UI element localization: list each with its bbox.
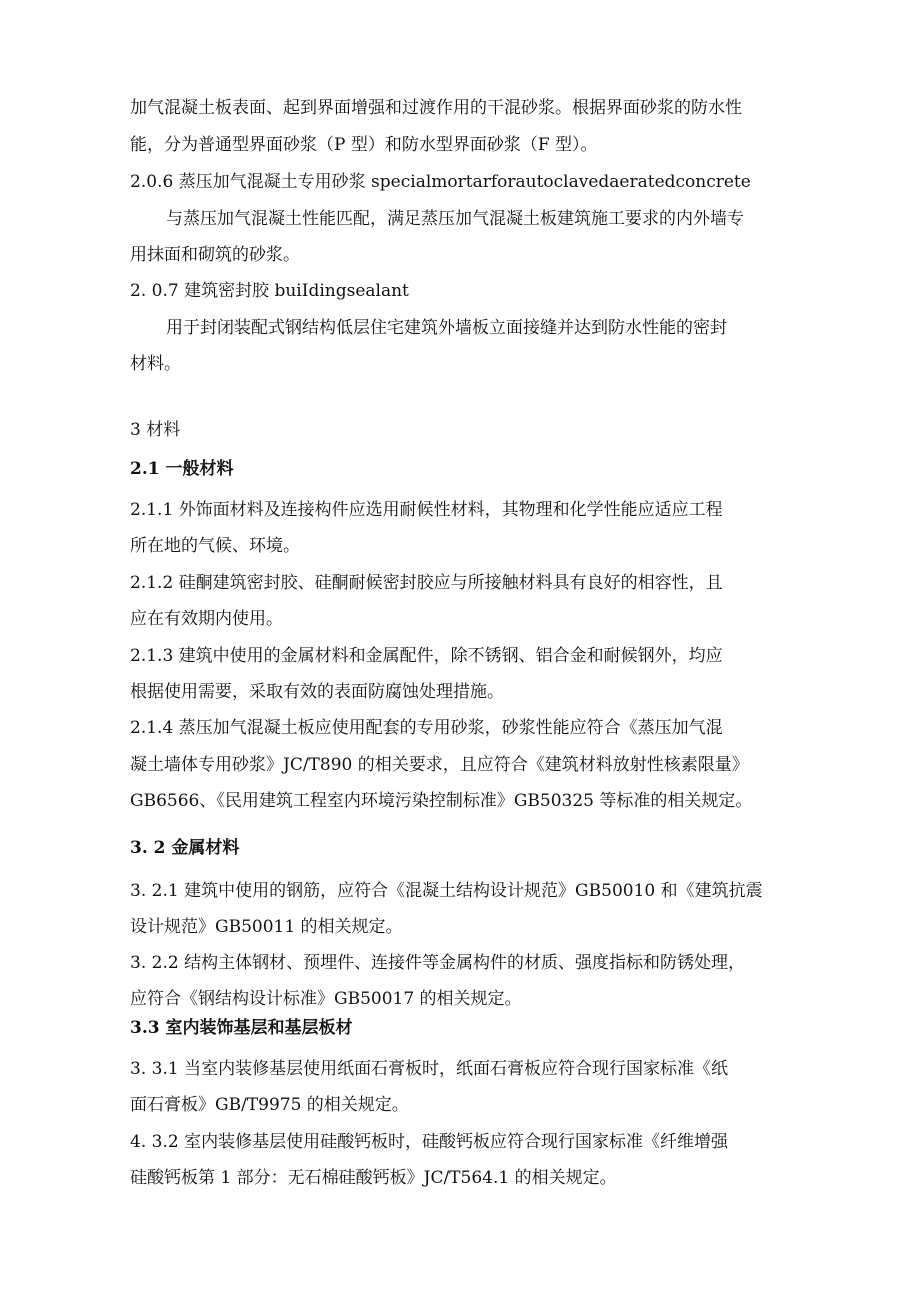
paragraph-line: 根据使用需要，采取有效的表面防腐蚀处理措施。 bbox=[130, 682, 504, 702]
paragraph-line: 与蒸压加气混凝土性能匹配，满足蒸压加气混凝土板建筑施工要求的内外墙专 bbox=[166, 209, 744, 229]
section-heading-3-3: 3.3 室内装饰基层和基层板材 bbox=[130, 1018, 353, 1038]
section-heading-3: 3 材料 bbox=[130, 420, 181, 440]
section-heading-2-1: 2.1 一般材料 bbox=[130, 459, 234, 479]
paragraph-line: 应符合《钢结构设计标准》GB50017 的相关规定。 bbox=[130, 989, 522, 1009]
paragraph-line: 硅酸钙板第 1 部分：无石棉硅酸钙板》JC/T564.1 的相关规定。 bbox=[130, 1168, 617, 1188]
paragraph-line: 设计规范》GB50011 的相关规定。 bbox=[130, 917, 403, 937]
clause-2-1-4: 2.1.4 蒸压加气混凝土板应使用配套的专用砂浆，砂浆性能应符合《蒸压加气混 bbox=[130, 718, 723, 738]
clause-2-1-3: 2.1.3 建筑中使用的金属材料和金属配件，除不锈钢、铝合金和耐候钢外，均应 bbox=[130, 646, 723, 666]
paragraph-line: 面石膏板》GB/T9975 的相关规定。 bbox=[130, 1095, 409, 1115]
section-heading-3-2: 3. 2 金属材料 bbox=[130, 838, 240, 858]
paragraph-line: 加气混凝土板表面、起到界面增强和过渡作用的干混砂浆。根据界面砂浆的防水性 bbox=[130, 98, 742, 118]
clause-3-2-1: 3. 2.1 建筑中使用的钢筋，应符合《混凝土结构设计规范》GB50010 和《建筑抗震 bbox=[130, 881, 763, 901]
paragraph-line: GB6566、《民用建筑工程室内环境污染控制标准》GB50325 等标准的相关规定。 bbox=[130, 791, 753, 811]
term-heading-2-0-6: 2.0.6 蒸压加气混凝土专用砂浆 specialmortarforautoclavedaeratedconcrete bbox=[130, 172, 751, 192]
clause-3-3-1: 3. 3.1 当室内装修基层使用纸面石膏板时，纸面石膏板应符合现行国家标准《纸 bbox=[130, 1059, 729, 1079]
clause-4-3-2: 4. 3.2 室内装修基层使用硅酸钙板时，硅酸钙板应符合现行国家标准《纤维增强 bbox=[130, 1132, 729, 1152]
paragraph-line: 用于封闭装配式钢结构低层住宅建筑外墙板立面接缝并达到防水性能的密封 bbox=[166, 318, 727, 338]
clause-2-1-1: 2.1.1 外饰面材料及连接构件应选用耐候性材料，其物理和化学性能应适应工程 bbox=[130, 500, 723, 520]
paragraph-line: 用抹面和砌筑的砂浆。 bbox=[130, 245, 300, 265]
paragraph-line: 凝土墙体专用砂浆》JC/T890 的相关要求，且应符合《建筑材料放射性核素限量》 bbox=[130, 755, 749, 775]
paragraph-line: 材料。 bbox=[130, 354, 181, 374]
term-heading-2-0-7: 2. 0.7 建筑密封胶 buiIdingsealant bbox=[130, 281, 409, 301]
paragraph-line: 能，分为普通型界面砂浆（P 型）和防水型界面砂浆（F 型）。 bbox=[130, 135, 598, 155]
clause-2-1-2: 2.1.2 硅酮建筑密封胶、硅酮耐候密封胶应与所接触材料具有良好的相容性，且 bbox=[130, 573, 723, 593]
paragraph-line: 应在有效期内使用。 bbox=[130, 609, 283, 629]
paragraph-line: 所在地的气候、环境。 bbox=[130, 536, 300, 556]
clause-3-2-2: 3. 2.2 结构主体钢材、预埋件、连接件等金属构件的材质、强度指标和防锈处理， bbox=[130, 953, 746, 973]
